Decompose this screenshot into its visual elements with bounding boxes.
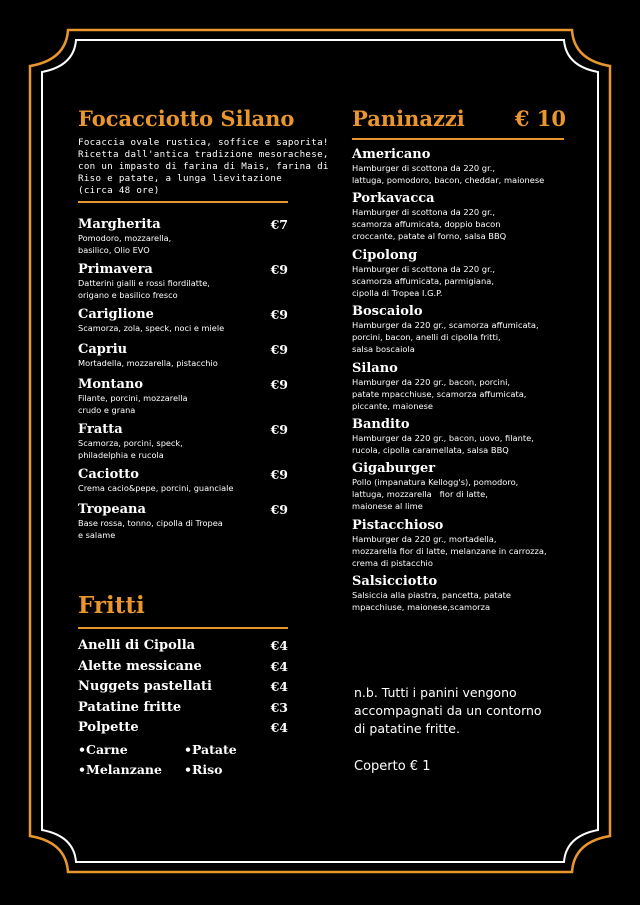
item-desc: Crema cacio&pepe, porcini, guanciale: [78, 483, 234, 493]
menu-item: [352, 518, 597, 569]
item-price: €9: [270, 262, 288, 277]
item-name: Americano: [352, 147, 431, 162]
item-name: Caciotto: [78, 467, 139, 482]
item-desc: Hamburger di scottona da 220 gr.,: [352, 263, 495, 274]
item-desc: origano e basilico fresco: [78, 290, 178, 300]
item-name: Boscaiolo: [352, 304, 423, 320]
paninazzi-header: [352, 104, 566, 134]
item-desc: Hamburger da 220 gr., bacon, uovo, filante,: [352, 432, 534, 443]
item-desc: e salame: [78, 530, 116, 540]
item-desc: Pomodoro, mozzarella,: [78, 233, 172, 243]
polpette-option: •Carne: [78, 741, 128, 757]
item-desc: cipolla di Tropea I.G.P.: [352, 287, 443, 298]
menu-item: [352, 304, 597, 355]
section-divider: [78, 627, 288, 629]
note-line: accompagnati da un contorno: [354, 703, 542, 718]
item-desc: porcini, bacon, anelli di cipolla fritti,: [352, 332, 501, 343]
item-desc: Hamburger di scottona da 220 gr.,: [352, 163, 495, 173]
menu-item: [78, 262, 290, 301]
menu-item: [78, 377, 290, 416]
menu-item: [352, 248, 597, 299]
coperto-price: Coperto € 1: [354, 759, 431, 774]
menu-item: [78, 502, 290, 541]
fritti-title: Fritti: [78, 592, 145, 619]
item-desc: Hamburger di scottona da 220 gr.,: [352, 207, 495, 218]
item-name: Salsicciotto: [352, 574, 438, 590]
item-desc: Base rossa, tonno, cipolla di Tropea: [78, 518, 223, 528]
item-name: Capriu: [78, 342, 128, 357]
item-name: Anelli di Cipolla: [78, 638, 196, 653]
item-name: Margherita: [78, 217, 161, 232]
item-desc: croccante, patate al forno, salsa BBQ: [352, 231, 507, 242]
menu-item: [78, 467, 290, 494]
item-desc: scamorza affumicata, doppio bacon: [352, 219, 501, 230]
item-price: €4: [270, 720, 288, 735]
item-name: Polpette: [78, 720, 139, 735]
item-price: €9: [270, 422, 288, 437]
fritti-section: [78, 637, 290, 780]
note-line: di patatine fritte.: [354, 721, 460, 736]
intro-line: con un impasto di farina di Mais, farina di: [78, 161, 329, 172]
item-name: Montano: [78, 377, 144, 392]
menu-item: [78, 658, 290, 679]
item-price: €7: [270, 217, 288, 232]
item-desc: Scamorza, porcini, speck,: [78, 438, 183, 448]
item-desc: Scamorza, zola, speck, noci e miele: [78, 323, 225, 333]
item-desc: Salsiccia alla piastra, pancetta, patate: [352, 590, 512, 601]
menu-item: [352, 417, 597, 456]
item-name: Tropeana: [78, 502, 146, 517]
item-name: Bandito: [352, 416, 410, 432]
item-desc: piccante, maionese: [352, 400, 434, 411]
intro-line: Riso e patate, a lunga lievitazione: [78, 173, 283, 184]
item-price: €4: [270, 679, 288, 694]
menu-item: [352, 191, 597, 242]
paninazzi-section: [352, 104, 597, 619]
item-desc: rucola, cipolla caramellata, salsa BBQ: [352, 444, 509, 455]
item-price: €3: [270, 699, 288, 715]
item-desc: mpacchiuse, maionese,scamorza: [352, 602, 491, 613]
item-name: Fratta: [78, 422, 123, 437]
focacciotto-section: [78, 104, 329, 541]
item-name: Silano: [352, 360, 398, 376]
paninazzi-title: Paninazzi: [352, 106, 465, 131]
menu-item: [352, 361, 597, 412]
section-divider: [352, 138, 564, 140]
item-name: Cariglione: [78, 307, 154, 322]
item-desc: Datterini gialli e rossi fiordilatte,: [78, 278, 210, 288]
paninazzi-price: € 10: [514, 106, 566, 131]
menu-item: [78, 678, 290, 699]
item-name: Nuggets pastellati: [78, 679, 212, 694]
item-price: €4: [270, 638, 288, 653]
item-desc: lattuga, mozzarella fior di latte,: [352, 489, 488, 500]
panini-note: [354, 684, 594, 738]
intro-line: Focaccia ovale rustica, soffice e saporita!: [78, 137, 329, 148]
section-divider: [78, 201, 288, 203]
item-name: Porkavacca: [352, 191, 435, 207]
item-price: €9: [270, 377, 288, 392]
focacciotto-intro: [78, 137, 329, 197]
focacciotto-items: [78, 217, 290, 541]
item-name: Alette messicane: [78, 658, 202, 674]
item-price: €4: [270, 658, 288, 674]
menu-item: [78, 217, 290, 256]
item-desc: Mortadella, mozzarella, pistacchio: [78, 358, 218, 368]
item-price: €9: [270, 342, 288, 357]
item-name: Gigaburger: [352, 461, 436, 477]
polpette-options: [78, 740, 290, 780]
item-desc: Hamburger da 220 gr., bacon, porcini,: [352, 376, 511, 387]
item-desc: crudo e grana: [78, 405, 136, 415]
item-desc: Hamburger da 220 gr., mortadella,: [352, 533, 497, 544]
menu-item: [352, 574, 597, 613]
menu-item: [352, 147, 597, 186]
item-desc: patate mpacchiuse, scamorza affumicata,: [352, 388, 527, 399]
item-desc: basilico, Olio EVO: [78, 245, 150, 255]
intro-line: Ricetta dall'antica tradizione mesorachese,: [78, 149, 329, 160]
item-desc: lattuga, pomodoro, bacon, cheddar, maionese: [352, 175, 545, 185]
item-desc: scamorza affumicata, parmigiana,: [352, 275, 494, 286]
note-line: n.b. Tutti i panini vengono: [354, 685, 517, 700]
polpette-option: •Riso: [184, 761, 223, 777]
menu-item: [78, 422, 290, 461]
item-name: Pistacchioso: [352, 517, 444, 533]
menu-item: [352, 461, 597, 512]
item-desc: philadelphia e rucola: [78, 450, 164, 460]
item-desc: Pollo (impanatura Kellogg's), pomodoro,: [352, 477, 519, 488]
focacciotto-title: Focacciotto Silano: [78, 106, 295, 131]
menu-item: [78, 342, 290, 369]
item-price: €9: [270, 467, 288, 482]
menu-item: [78, 637, 290, 658]
intro-line: (circa 48 ore): [78, 185, 160, 196]
item-desc: crema di pistacchio: [352, 557, 433, 568]
polpette-option: •Patate: [184, 741, 237, 757]
item-price: €9: [270, 502, 288, 517]
polpette-option: •Melanzane: [78, 761, 162, 777]
menu-item: [78, 719, 290, 740]
item-desc: Hamburger da 220 gr., scamorza affumicata,: [352, 320, 539, 331]
item-desc: Filante, porcini, mozzarella: [78, 393, 188, 403]
item-desc: maionese al lime: [352, 501, 423, 512]
item-price: €9: [270, 307, 288, 322]
item-desc: mozzarella fior di latte, melanzane in carrozza,: [352, 545, 547, 556]
item-desc: salsa boscaiola: [352, 344, 415, 355]
menu-item: [78, 307, 290, 334]
menu-item: [78, 699, 290, 720]
item-name: Cipolong: [352, 247, 418, 263]
item-name: Primavera: [78, 262, 153, 277]
item-name: Patatine fritte: [78, 699, 182, 715]
